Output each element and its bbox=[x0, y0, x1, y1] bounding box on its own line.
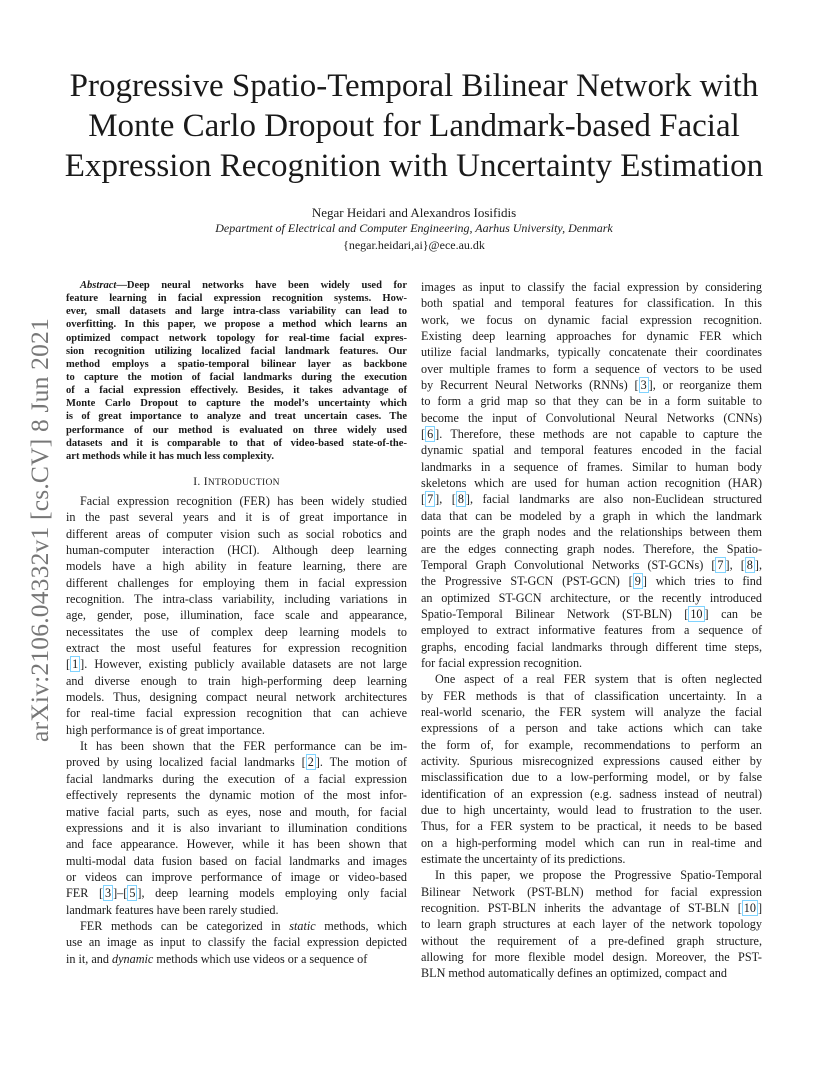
abstract-line: is of great importance to analyze and treat uncertain cases. The bbox=[66, 411, 407, 423]
text-line: identification of an expression (e.g. sadness instead of neutral) bbox=[421, 786, 762, 801]
citation-link[interactable]: 7 bbox=[427, 492, 434, 507]
text-line: misclassification due to a low-performing model, or by false bbox=[421, 770, 762, 785]
text-line: or videos can improve performance of image or video-based bbox=[66, 869, 407, 884]
text-line: skeletons which are used for human action recognition (HAR) bbox=[421, 476, 762, 491]
text-line: FER [ 3 ]–[ 5 ], deep learning models employing only facial bbox=[66, 886, 407, 901]
text-line: an optimized ST-GCN architecture, or the recently introduced bbox=[421, 590, 762, 605]
citation-link[interactable]: 3 bbox=[640, 378, 647, 393]
text-line: in it, and dynamic methods which use videos or a sequence of bbox=[66, 951, 368, 966]
section-heading-introduction bbox=[66, 474, 407, 488]
text-line: extract the most useful features for expression recognition bbox=[66, 641, 407, 656]
text-line: Thus, for a FER system to be practical, it needs to be based bbox=[421, 819, 762, 834]
text-line: facial landmarks during the execution of a facial expression bbox=[66, 771, 407, 786]
text-line: landmarks in a sequence of frames. Similar to human body bbox=[421, 459, 762, 474]
text-line: graphs, encoding facial landmarks through different time steps, bbox=[421, 639, 762, 654]
text-line: for real-time facial expression recognition that can achieve bbox=[66, 706, 407, 721]
text-line: work, we focus on dynamic facial expression recognition. bbox=[421, 312, 762, 327]
abstract-line: ever, small datasets and large intra-class variability can lead to bbox=[66, 306, 407, 318]
text-line: Bilinear Network (PST-BLN) method for facial expression bbox=[421, 884, 762, 899]
section-initial: I bbox=[203, 475, 208, 488]
abstract-line: datasets and it is comparable to that of video-based state-of-the- bbox=[66, 437, 407, 449]
text-line: use an image as input to classify the facial expression depicted bbox=[66, 935, 407, 950]
abstract-line: optimized compact network topology for real-time facial expres- bbox=[66, 332, 407, 344]
text-line: multi-modal data fusion based on facial landmarks and images bbox=[66, 853, 407, 868]
right-column bbox=[421, 279, 762, 982]
text-line: different challenges for employing them in facial expression bbox=[66, 575, 407, 590]
title-line: Expression Recognition with Uncertainty Estimation bbox=[64, 148, 764, 184]
text-line: become the input of Convolutional Neural Networks (CNNs) bbox=[421, 410, 762, 425]
body-paragraph bbox=[66, 493, 407, 738]
text-line: allowing for more flexible model design. Moreover, the PST- bbox=[421, 950, 762, 965]
text-line: effectively represents the dynamic motion of the most infor- bbox=[66, 788, 407, 803]
text-line: BLN method automatically defines an optimized, compact and bbox=[421, 966, 727, 981]
text-line: One aspect of a real FER system that is often neglected bbox=[435, 672, 762, 687]
text-line: estimate the uncertainty of its predictions. bbox=[421, 852, 626, 867]
text-line: points are the graph nodes and the relationships between them bbox=[421, 525, 762, 540]
text-line: dynamic spatial and temporal features encoded in the facial bbox=[421, 443, 762, 458]
abstract-line: sion recognition utilizing localized facial landmark features. Our bbox=[66, 345, 407, 357]
text-line: and face appearance. However, while it has been shown that bbox=[66, 837, 407, 852]
text-line: to form a grid map so that they can be in a form suitable to bbox=[421, 394, 762, 409]
text-line: over multiple frames to form a sequence of vectors to be used bbox=[421, 361, 762, 376]
left-body-text bbox=[66, 493, 407, 967]
body-paragraph bbox=[421, 671, 762, 867]
text-line: expressions and it is also invariant to illumination conditions bbox=[66, 820, 407, 835]
text-line: by Recurrent Neural Networks (RNNs) [ 3 ], or reorganize them bbox=[421, 378, 762, 393]
arxiv-identifier-text: arXiv:2106.04332v1 [cs.CV] 8 Jun 2021 bbox=[25, 318, 54, 742]
text-line: are the edges connecting graph nodes. Therefore, the Spatio- bbox=[421, 541, 762, 556]
author-affiliation: Department of Electrical and Computer Engineering, Aarhus University, Denmark bbox=[215, 221, 613, 235]
citation-link[interactable]: 5 bbox=[129, 886, 136, 901]
body-paragraph bbox=[421, 867, 762, 981]
text-line: mative facial parts, such as eyes, nose and mouth, for facial bbox=[66, 804, 407, 819]
text-line: in the past several years and it is of great importance in bbox=[66, 510, 407, 525]
text-line: [ 1 ]. However, existing publicly available datasets are not large bbox=[66, 657, 407, 672]
arxiv-identifier bbox=[22, 295, 58, 765]
title-line: Progressive Spatio-Temporal Bilinear Network with bbox=[69, 68, 759, 104]
right-body-text bbox=[421, 279, 762, 982]
text-line: different areas of computer vision such as social robotics and bbox=[66, 526, 407, 541]
text-line: the form of, for example, recommendations to perform an bbox=[421, 737, 762, 752]
text-line: to learn graph structures at each layer of the network topology bbox=[421, 917, 762, 932]
abstract-line: Monte Carlo Dropout to capture the model’s uncertainty which bbox=[66, 398, 407, 410]
body-paragraph bbox=[66, 738, 407, 918]
abstract-line: performance of our method is evaluated on three widely used bbox=[66, 424, 407, 436]
section-numeral: I. bbox=[193, 475, 201, 488]
citation-link[interactable]: 1 bbox=[72, 657, 79, 672]
text-line: utilize facial landmarks, typically concatenate their coordinates bbox=[421, 345, 762, 360]
text-line: Facial expression recognition (FER) has been widely studied bbox=[80, 493, 407, 508]
text-line: age, gender, pose, illumination, face scale and appearance, bbox=[66, 608, 407, 623]
text-line: real-world scenario, the FER system will analyze the facial bbox=[421, 704, 762, 719]
text-line: both spatial and temporal features for classification. In this bbox=[421, 296, 762, 311]
text-line: models. Thus, designing compact neural network architectures bbox=[66, 690, 407, 705]
text-line: high performance is of great importance. bbox=[66, 722, 265, 737]
abstract-line: feature learning in facial expression recognition systems. How- bbox=[66, 293, 407, 305]
emphasis: dynamic bbox=[112, 951, 154, 966]
text-line: due to high uncertainty, would lead to frustration to the user. bbox=[421, 803, 762, 817]
citation-link[interactable]: 8 bbox=[457, 492, 464, 507]
text-line: the Progressive ST-GCN (PST-GCN) [ 9 ] which tries to find bbox=[421, 574, 762, 589]
author-email: {negar.heidari,ai}@ece.au.dk bbox=[343, 238, 485, 252]
citation-link[interactable]: 6 bbox=[427, 427, 434, 442]
text-line: without the requirement of a pre-defined graph structure, bbox=[421, 933, 762, 948]
text-line: human-computer interaction (HCI). Although deep learning bbox=[66, 543, 407, 557]
title-line: Monte Carlo Dropout for Landmark-based Facial bbox=[88, 108, 740, 144]
text-line: It has been shown that the FER performance can be im- bbox=[80, 739, 407, 754]
citation-link[interactable]: 7 bbox=[717, 557, 724, 572]
text-line: expressions of a person and take actions which can take bbox=[421, 721, 762, 736]
body-paragraph bbox=[66, 918, 407, 967]
citation-link[interactable]: 10 bbox=[690, 606, 703, 621]
citation-link[interactable]: 2 bbox=[307, 755, 314, 770]
text-line: data that can be modeled by a graph in which the landmark bbox=[421, 508, 762, 523]
text-line: employed to extract informative features from a sequence of bbox=[421, 623, 762, 638]
text-line: recognition. PST-BLN inherits the advantage of ST-BLN [ 10 ] bbox=[421, 901, 762, 916]
text-line: [ 6 ]. Therefore, these methods are not capable to capture the bbox=[421, 427, 762, 442]
section-rest: NTRODUCTION bbox=[207, 477, 280, 488]
paper-title bbox=[40, 66, 788, 186]
text-line: Temporal Graph Convolutional Networks (ST-GCNs) [ 7 ], [ 8 ], bbox=[421, 557, 762, 572]
text-line: and diverse enough to train high-performing deep learning bbox=[66, 673, 407, 688]
text-line: activity. Spurious misrecognized expressions caused either by bbox=[421, 753, 762, 768]
text-line: models have a high ability in feature learning, there are bbox=[66, 559, 407, 574]
emphasis: static bbox=[289, 918, 316, 933]
text-line: Spatio-Temporal Bilinear Network (ST-BLN) [ 10 ] can be bbox=[421, 606, 762, 621]
text-line: on a high-performing model which can run in real-time and bbox=[421, 835, 762, 850]
author-list: Negar Heidari and Alexandros Iosifidis bbox=[311, 205, 517, 220]
citation-link[interactable]: 10 bbox=[743, 901, 756, 916]
left-column bbox=[66, 279, 407, 967]
text-line: [ 7 ], [ 8 ], facial landmarks are also non-Euclidean structured bbox=[421, 492, 763, 507]
text-line: landmark features have been rarely studied. bbox=[66, 902, 279, 917]
citation-link[interactable]: 9 bbox=[634, 574, 641, 589]
body-paragraph bbox=[421, 279, 762, 671]
text-line: FER methods can be categorized in static methods, which bbox=[80, 918, 407, 933]
text-line: recognition. The intra-class variability, including variations in bbox=[66, 592, 407, 607]
citation-link[interactable]: 8 bbox=[746, 557, 753, 572]
abstract-label: Abstract bbox=[80, 280, 117, 291]
abstract-line: method employs a spatio-temporal bilinear layer as backbone bbox=[66, 358, 407, 370]
abstract-line: to capture the motion of facial landmarks during the execution bbox=[66, 371, 407, 383]
text-line: Existing deep learning approaches for dynamic FER which bbox=[421, 329, 762, 344]
abstract bbox=[66, 279, 407, 463]
text-line: images as input to classify the facial expression by considering bbox=[421, 280, 762, 294]
abstract-line: of a facial expression effectively. Besides, it takes advantage of bbox=[66, 385, 407, 397]
text-line: for facial expression recognition. bbox=[421, 655, 583, 670]
text-line: by FER methods is that of classification uncertainty. In a bbox=[421, 688, 762, 703]
abstract-line: art methods while it has much less complexity. bbox=[66, 450, 275, 462]
citation-link[interactable]: 3 bbox=[105, 886, 112, 901]
abstract-line: Abstract—Deep neural networks have been widely used for bbox=[80, 280, 407, 291]
abstract-line: overfitting. In this paper, we propose a method which learns an bbox=[66, 319, 407, 331]
text-line: necessitates the use of complex deep learning models to bbox=[66, 624, 407, 639]
text-line: proved by using localized facial landmarks [ 2 ]. The motion of bbox=[66, 755, 407, 770]
text-line: In this paper, we propose the Progressive Spatio-Temporal bbox=[435, 868, 762, 883]
